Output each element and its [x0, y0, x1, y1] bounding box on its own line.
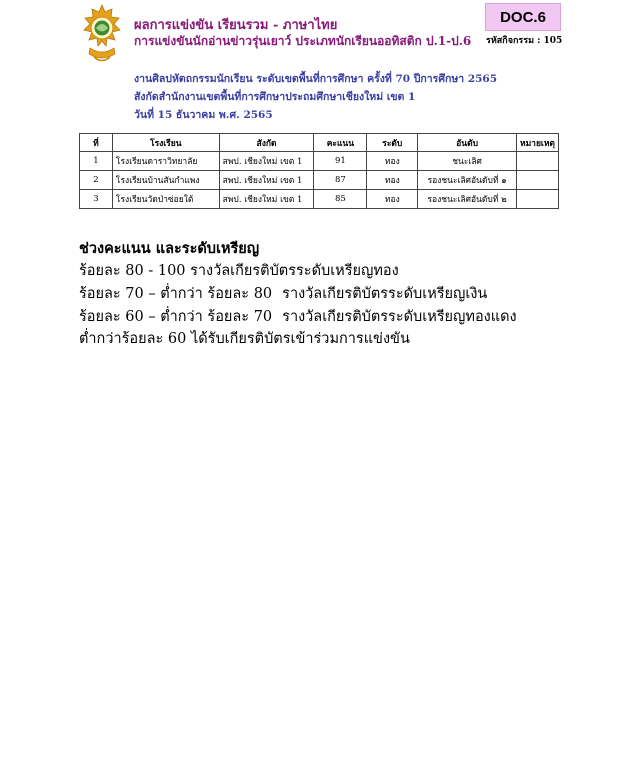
criteria-title: ช่วงคะแนน และระดับเหรียญ: [79, 240, 260, 257]
activity-code-value: 105: [543, 36, 563, 46]
table-row: [80, 190, 559, 209]
cell-remark: [516, 171, 558, 190]
cell-school: โรงเรียนดาราวิทยาลัย: [112, 152, 219, 171]
results-table: [79, 133, 559, 209]
header-score: คะแนน: [314, 134, 367, 152]
cell-no: 3: [80, 190, 113, 209]
cell-affiliation: สพป. เชียงใหม่ เขต 1: [219, 171, 314, 190]
cell-no: 2: [80, 171, 113, 190]
cell-rank: ชนะเลิศ: [418, 152, 517, 171]
header-level: ระดับ: [367, 134, 418, 152]
obec-logo: [82, 4, 122, 66]
competition-title: ผลการแข่งขัน เรียนรวม - ภาษาไทย: [134, 18, 338, 33]
cell-affiliation: สพป. เชียงใหม่ เขต 1: [219, 190, 314, 209]
activity-code-label: รหัสกิจกรรม :: [486, 36, 541, 46]
header-no: ที่: [80, 134, 113, 152]
table-header-row: [80, 134, 559, 152]
criteria-participation: ต่ำกว่าร้อยละ 60 ได้รับเกียรติบัตรเข้าร่วมการแข่งขัน: [79, 331, 410, 347]
doc-code-badge: DOC.6: [485, 3, 561, 31]
header-school: โรงเรียน: [112, 134, 219, 152]
cell-no: 1: [80, 152, 113, 171]
activity-code: [486, 33, 562, 47]
cell-affiliation: สพป. เชียงใหม่ เขต 1: [219, 152, 314, 171]
criteria-bronze-award: รางวัลเกียรติบัตรระดับเหรียญทองแดง: [282, 309, 517, 325]
competition-subtitle: การแข่งขันนักอ่านข่าวรุ่นเยาว์ ประเภทนักเรียนออทิสติก ป.1-ป.6: [134, 34, 472, 48]
cell-score: 91: [314, 152, 367, 171]
cell-score: 87: [314, 171, 367, 190]
cell-level: ทอง: [367, 171, 418, 190]
criteria-bronze-range: ร้อยละ 60 – ต่ำกว่า ร้อยละ 70: [79, 309, 273, 325]
criteria-silver: [79, 282, 487, 305]
table-row: [80, 171, 559, 190]
cell-level: ทอง: [367, 190, 418, 209]
cell-rank: รองชนะเลิศอันดับที่ ๑: [418, 171, 517, 190]
criteria-gold: ร้อยละ 80 - 100 รางวัลเกียรติบัตรระดับเหรียญทอง: [79, 263, 399, 279]
header-remark: หมายเหตุ: [516, 134, 558, 152]
date-info-line: วันที่ 15 ธันวาคม พ.ศ. 2565: [134, 109, 273, 121]
table-row: [80, 152, 559, 171]
office-info-line: สังกัดสำนักงานเขตพื้นที่การศึกษาประถมศึกษาเชียงใหม่ เขต 1: [134, 91, 416, 103]
criteria-bronze: [79, 305, 517, 328]
criteria-silver-award: รางวัลเกียรติบัตรระดับเหรียญเงิน: [282, 286, 488, 302]
event-info-line: งานศิลปหัตถกรรมนักเรียน ระดับเขตพื้นที่การศึกษา ครั้งที่ 70 ปีการศึกษา 2565: [134, 73, 498, 85]
cell-level: ทอง: [367, 152, 418, 171]
cell-school: โรงเรียนวัดป่าซ่อยใต้: [112, 190, 219, 209]
cell-remark: [516, 190, 558, 209]
header-affiliation: สังกัด: [219, 134, 314, 152]
cell-remark: [516, 152, 558, 171]
cell-rank: รองชนะเลิศอันดับที่ ๒: [418, 190, 517, 209]
cell-school: โรงเรียนบ้านสันกำแพง: [112, 171, 219, 190]
criteria-silver-range: ร้อยละ 70 – ต่ำกว่า ร้อยละ 80: [79, 286, 273, 302]
cell-score: 85: [314, 190, 367, 209]
header-rank: อันดับ: [418, 134, 517, 152]
